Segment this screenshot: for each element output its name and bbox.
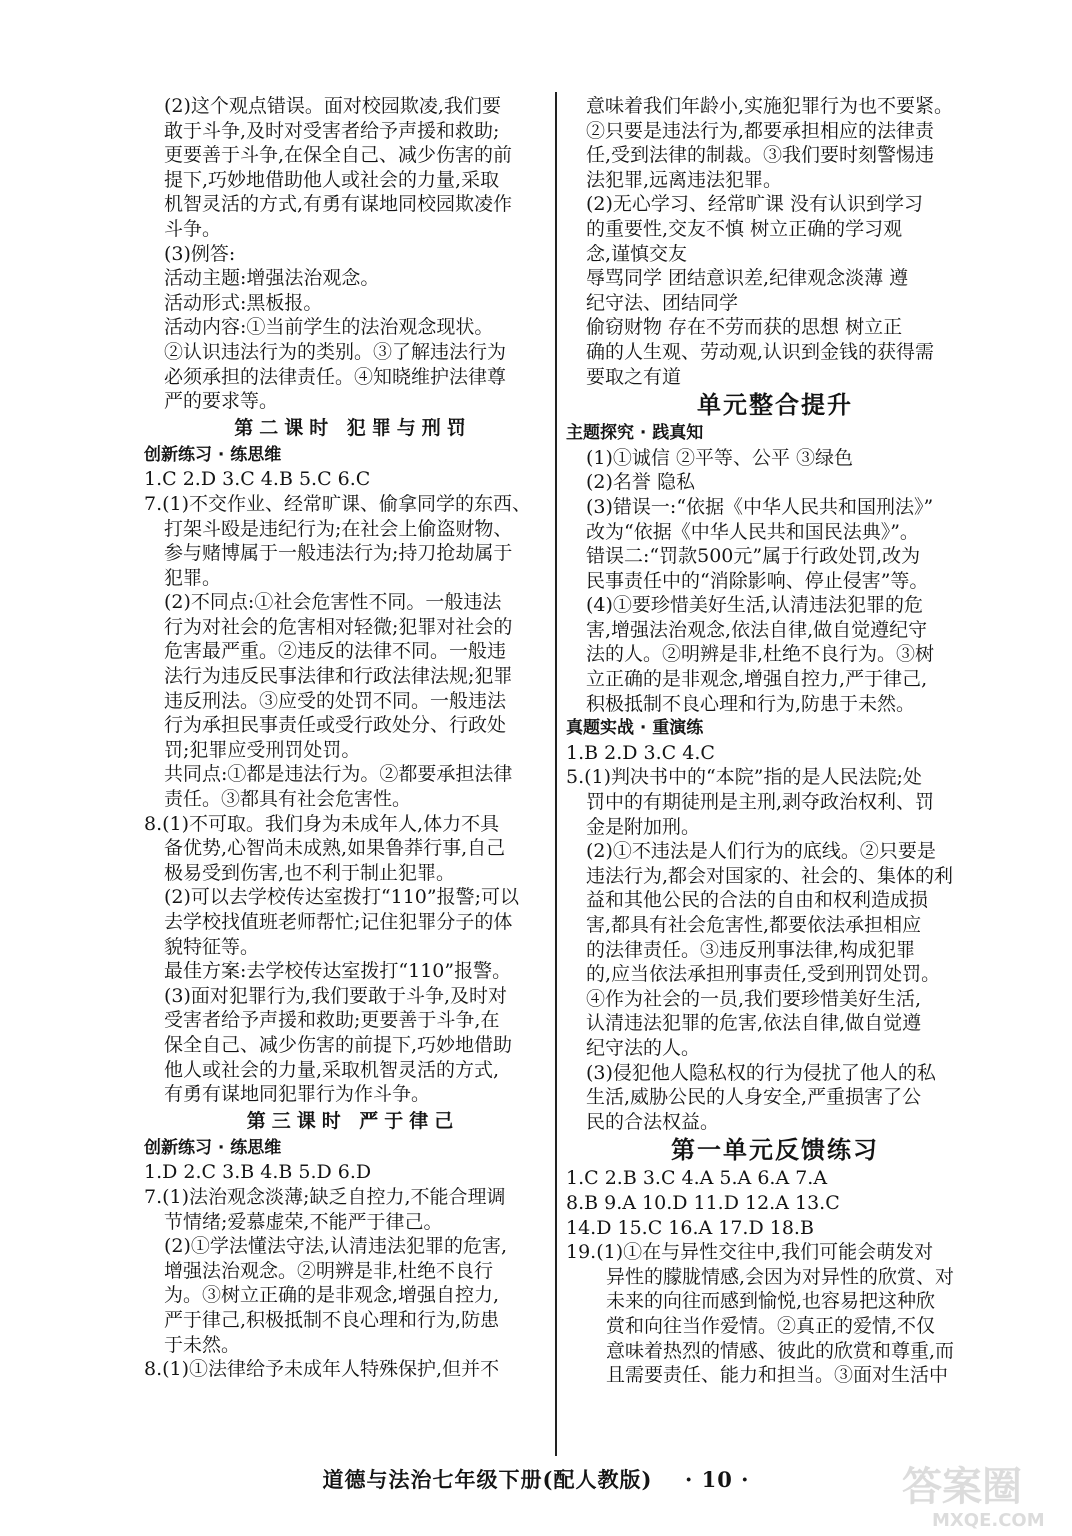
text-line: 且需要责任、能力和担当。③面对生活中	[606, 1364, 949, 1387]
text-line: 金是附加刑。	[586, 815, 701, 838]
text-line: 犯罪。	[164, 566, 222, 589]
text-line: 机智灵活的方式,有勇有谋地同校园欺凌作	[164, 193, 513, 216]
footer-book-title: 道德与法治七年级下册(配人教版)	[322, 1467, 653, 1492]
text-line: (3)例答:	[164, 242, 236, 265]
text-line: 7.(1)不交作业、经常旷课、偷拿同学的东西、	[144, 492, 532, 515]
text-line: 生活,威胁公民的人身安全,严重损害了公	[586, 1086, 922, 1109]
text-line: (3)错误一:“依据《中华人民共和国刑法》”	[586, 495, 934, 518]
text-line: 极易受到伤害,也不利于制止犯罪。	[164, 861, 456, 884]
text-line: 8.B 9.A 10.D 11.D 12.A 13.C	[566, 1191, 840, 1214]
text-line: 提下,巧妙地借助他人或社会的力量,采取	[164, 168, 500, 191]
text-line: 违法行为,都会对国家的、社会的、集体的利	[586, 864, 954, 887]
page-number: · 10 ·	[685, 1467, 750, 1492]
text-line: 为。③树立正确的是非观念,增强自控力,	[164, 1284, 500, 1307]
text-line: 法犯罪,远离违法犯罪。	[586, 168, 783, 191]
text-line: 念,谨慎交友	[586, 242, 688, 265]
text-line: (3)侵犯他人隐私权的行为侵扰了他人的私	[586, 1061, 936, 1084]
text-line: 认清违法犯罪的危害,依法自律,做自觉遵	[586, 1012, 922, 1035]
text-line: 备优势,心智尚未成熟,如果鲁莽行事,自己	[164, 837, 506, 860]
text-line: 于未然。	[164, 1333, 241, 1356]
text-line: 共同点:①都是违法行为。②都要承担法律	[164, 763, 513, 786]
text-line: 要取之有道	[586, 365, 682, 388]
section-heading: 创新练习 · 练思维	[144, 444, 282, 465]
text-line: 8.(1)不可取。我们身为未成年人,体力不具	[144, 812, 500, 835]
text-line: 民的合法权益。	[586, 1110, 720, 1133]
text-line: 纪守法的人。	[586, 1036, 701, 1059]
watermark-url: MXQE.COM	[932, 1510, 1045, 1531]
text-line: 害,增强法治观念,依法自律,做自觉遵纪守	[586, 618, 928, 641]
text-line: 14.D 15.C 16.A 17.D 18.B	[566, 1216, 814, 1239]
text-line: 敢于斗争,及时对受害者给予声援和救助;	[164, 119, 500, 142]
text-line: 行为承担民事责任或受行政处分、行政处	[164, 714, 507, 737]
text-line: 的,应当依法承担刑事责任,受到刑罚处罚。	[586, 963, 941, 986]
right-column	[566, 94, 984, 1388]
text-line: 参与赌博属于一般违法行为;持刀抢劫属于	[164, 542, 513, 565]
text-line: 立正确的是非观念,增强自控力,严于律己,	[586, 668, 928, 691]
text-line: 异性的朦胧情感,会因为对异性的欣赏、对	[606, 1265, 955, 1288]
left-column	[144, 94, 562, 1382]
text-line: (2)①学法懂法守法,认清违法犯罪的危害,	[164, 1235, 507, 1258]
text-line: 1.B 2.D 3.C 4.C	[566, 741, 715, 764]
text-line: 偷窃财物 存在不劳而获的思想 树立正	[586, 316, 903, 339]
text-line: 1.D 2.C 3.B 4.B 5.D 6.D	[144, 1161, 372, 1184]
text-line: 确的人生观、劳动观,认识到金钱的获得需	[586, 340, 935, 363]
text-line: 更要善于斗争,在保全自己、减少伤害的前	[164, 144, 513, 167]
text-line: 增强法治观念。②明辨是非,杜绝不良行	[164, 1259, 494, 1282]
text-line: 益和其他公民的合法的自由和权利造成损	[586, 889, 929, 912]
text-line: 任,受到法律的制裁。③我们要时刻警惕违	[586, 144, 935, 167]
text-line: 他人或社会的力量,采取机智灵活的方式,	[164, 1058, 500, 1081]
section-heading: 创新练习 · 练思维	[144, 1137, 282, 1158]
text-line: 错误二:“罚款500元”属于行政处罚,改为	[586, 545, 921, 568]
text-line: 1.C 2.D 3.C 4.B 5.C 6.C	[144, 468, 371, 491]
text-line: 危害最严重。②违反的法律不同。一般违	[164, 640, 507, 663]
text-line: (2)可以去学校传达室拨打“110”报警;可以	[164, 886, 520, 909]
text-line: 打架斗殴是违纪行为;在社会上偷盗财物、	[164, 517, 513, 540]
watermark-logo	[892, 1458, 1062, 1532]
text-line: (2)不同点:①社会危害性不同。一般违法	[164, 591, 502, 614]
text-line: 貌特征等。	[164, 935, 260, 958]
text-line: 1.C 2.B 3.C 4.A 5.A 6.A 7.A	[566, 1167, 828, 1190]
text-line: (4)①要珍惜美好生活,认清违法犯罪的危	[586, 594, 923, 617]
text-line: 活动内容:①当前学生的法治观念现状。	[164, 316, 494, 339]
text-line: ②认识违法行为的类别。③了解违法行为	[164, 340, 507, 363]
text-line: 辱骂同学 团结意识差,纪律观念淡薄 遵	[586, 267, 909, 290]
text-line: 罚;犯罪应受刑罚处罚。	[164, 738, 361, 761]
text-line: 8.(1)①法律给予未成年人特殊保护,但并不	[144, 1358, 500, 1381]
text-line: 必须承担的法律责任。④知晓维护法律尊	[164, 365, 507, 388]
text-line: ②只要是违法行为,都要承担相应的法律责	[586, 119, 935, 142]
text-line: 节情绪;爱慕虚荣,不能严于律己。	[164, 1210, 443, 1233]
text-line: 有勇有谋地同犯罪行为作斗争。	[164, 1083, 431, 1106]
unit-heading: 单元整合提升	[697, 391, 853, 420]
text-line: 活动形式:黑板报。	[164, 291, 323, 314]
text-line: (2)无心学习、经常旷课 没有认识到学习	[586, 193, 923, 216]
text-line: (2)名誉 隐私	[586, 471, 695, 494]
text-line: ④作为社会的一员,我们要珍惜美好生活,	[586, 987, 922, 1010]
text-line: 害,都具有社会危害性,都要依法承担相应	[586, 914, 922, 936]
text-line: 行为对社会的危害相对轻微;犯罪对社会的	[164, 615, 513, 638]
text-line: 活动主题:增强法治观念。	[164, 267, 380, 290]
text-line: 法行为违反民事法律和行政法律法规;犯罪	[164, 665, 513, 688]
text-line: 5.(1)判决书中的“本院”指的是人民法院;处	[566, 766, 922, 789]
text-line: 意味着我们年龄小,实施犯罪行为也不要紧。	[586, 95, 954, 117]
text-line: 的法律责任。③违反刑事法律,构成犯罪	[586, 938, 916, 961]
text-line: 赏和向往当作爱情。②真正的爱情,不仅	[606, 1314, 936, 1337]
text-line: 法的人。②明辨是非,杜绝不良行为。③树	[586, 643, 935, 666]
text-line: 责任。③都具有社会危害性。	[164, 788, 412, 811]
text-line: 19.(1)①在与异性交往中,我们可能会萌发对	[566, 1241, 934, 1264]
lesson-heading: 第二课时 犯罪与刑罚	[234, 416, 472, 439]
text-line: 受害者给予声援和救助;更要善于斗争,在	[164, 1009, 500, 1032]
text-line: 斗争。	[164, 217, 222, 240]
text-line: (1)①诚信 ②平等、公平 ③绿色	[586, 446, 853, 469]
text-line: 严的要求等。	[164, 390, 279, 413]
text-line: (2)这个观点错误。面对校园欺凌,我们要	[164, 95, 501, 117]
section-heading: 主题探究 · 践真知	[566, 423, 704, 444]
text-line: 严于律己,积极抵制不良心理和行为,防患	[164, 1308, 500, 1331]
text-line: 纪守法、团结同学	[586, 291, 739, 314]
text-line: 违反刑法。③应受的处罚不同。一般违法	[164, 689, 507, 712]
text-line: 罚中的有期徒刑是主刑,剥夺政治权利、罚	[586, 791, 935, 814]
text-line: 最佳方案:去学校传达室拨打“110”报警。	[164, 960, 512, 983]
text-line: (2)①不违法是人们行为的底线。②只要是	[586, 840, 936, 863]
text-line: 意味着热烈的情感、彼此的欣赏和尊重,而	[606, 1339, 955, 1362]
text-line: (3)面对犯罪行为,我们要敢于斗争,及时对	[164, 984, 507, 1007]
text-line: 民事责任中的“消除影响、停止侵害”等。	[586, 569, 929, 592]
text-line: 改为“依据《中华人民共和国民法典》”。	[586, 520, 919, 543]
text-line: 积极抵制不良心理和行为,防患于未然。	[586, 692, 916, 715]
text-line: 保全自己、减少伤害的前提下,巧妙地借助	[164, 1033, 513, 1056]
section-heading: 真题实战 · 重演练	[566, 718, 704, 739]
text-line: 7.(1)法治观念淡薄;缺乏自控力,不能合理调	[144, 1185, 506, 1208]
text-line: 去学校找值班老师帮忙;记住犯罪分子的体	[164, 911, 513, 933]
text-line: 未来的向往而感到愉悦,也容易把这种欣	[606, 1290, 936, 1313]
watermark-text: 答案圈	[902, 1464, 1022, 1510]
column-divider	[555, 92, 557, 1456]
text-line: 的重要性,交友不慎 树立正确的学习观	[586, 217, 903, 240]
unit-heading: 第一单元反馈练习	[671, 1136, 879, 1165]
lesson-heading: 第三课时 严于律己	[246, 1109, 460, 1132]
